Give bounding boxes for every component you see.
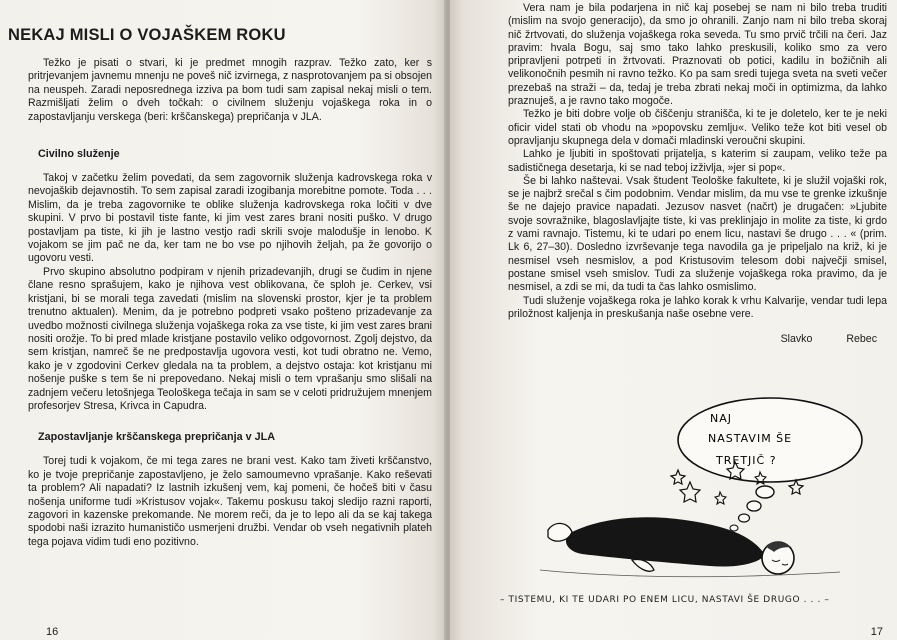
star-icon	[680, 482, 700, 502]
star-icon	[789, 480, 803, 494]
thought-bubble-3	[739, 514, 750, 522]
page-number-right: 17	[870, 626, 883, 638]
lying-figure-hand	[632, 559, 654, 571]
star-icon	[715, 492, 726, 504]
section1-paragraph-1: Takoj v začetku želim povedati, da sem zagovornik služenja kadrovskega roka v nevojaškib dejavnostih. To sem zapisal zaradi izogibanja morebitne pomote. Toda . . . Mislim, da je treba zagovornike te oblike služenja kadrovskega roka ločiti v dve skupini. V prvo bi postavil tiste fante, ki jim vest zares brani nositi puško. V drugo postavljam pa tiste, ki jih je lastno vestjo radi skrili svoje malodušje in lenobo. K vojakom se jim pač ne da, ker tam ne bo vse po njihovih željah, pa že govorijo o ugovoru vesti.	[28, 172, 432, 265]
cartoon-illustration	[520, 392, 880, 622]
article-title: NEKAJ MISLI O VOJAŠKEM ROKU	[8, 26, 286, 44]
author-first-name: Slavko	[780, 333, 813, 346]
thought-bubble-4	[730, 525, 738, 531]
left-body	[8, 57, 432, 549]
right-paragraph-2: Težko je biti dobre volje ob čiščenju stranišča, ki te je doletelo, ker te je neki oficir videl stati ob vhodu na »popovsku zemlju«. Veliko teže kot biti vesel ob opravljanju skupnega dela v domači mladinski veroučni skupini.	[508, 108, 887, 147]
bubble-text-line2: NASTAVIM ŠE	[708, 432, 793, 445]
section-heading-zapostavljanje: Zapostavljanje krščanskega prepričanja v JLA	[38, 431, 276, 444]
section2-paragraph-1: Torej tudi k vojakom, če mi tega zares ne brani vest. Kako tam živeti krščanstvo, ko je tvoje prepričanje zapostavljeno, je želo samoumevno vprašanje. Kako reševati ta problem? Ali napadati? Iz lastnih izkušenj vem, kaj pomeni, če hočeš biti v času nošenja uniforme tudi »Kristusov vojak«. Takemu poskusu takoj sledijo razni raporti, zagovori in kazenske prekomande. Ne morem reči, da je to lepo ali da se kaj takega spodobi naši izrazito humanističo usmerjeni družbi. Vendar ob vseh negativnih plateh tega pojava vidim tudi eno pozitivno.	[28, 455, 432, 548]
right-paragraph-5: Tudi služenje vojaškega roka je lahko korak k vrhu Kalvarije, vendar tudi lepa priložnost kaljenja in preskušanja naše osebne vere.	[508, 294, 887, 320]
star-icon	[671, 470, 685, 484]
section1-paragraph-2: Prvo skupino absolutno podpiram v njenih prizadevanjih, drugi se čudim in njene člane resno sprašujem, kako je njihova vest oblikovana, če sploh je. Cerkev, vsi kristjani, bi se morali tega zavedati (mislim na slovenski prostor, kjer je ta problem trenutno aktualen). Menim, da je potrebno podpreti vsako pošteno prizadevanje za uvedbo možnosti civilnega služenja vojaškega roka za vse tiste, ki jim vest zares brani nositi orožje. To bi pred mlade kristjane postavilo veliko odgovornost. Zgolj dejstvo, da sem kristjan, namreč še ne predpostavlja ugovora vesti, kot tudi obratno ne. Vemo, kako je v zgodovini Cerkev gledala na ta problem, a dejstvo ostaja: kot kristjanu mi nošenje puške s tem še ni prepovedano. Nekaj misli o tem vprašanju smo slišali na zadnjem večeru letošnjega Teološkega tečaja in sam se v celoti pridružujem mnenjem profesorjev Stresa, Krivca in Capudra.	[28, 265, 432, 412]
bubble-text-line1: NAJ	[710, 412, 732, 425]
section-heading-civilno: Civilno služenje	[38, 148, 120, 161]
left-page	[0, 0, 446, 640]
thought-bubble-2	[747, 501, 761, 511]
bubble-text-line3: TRETJIČ ?	[716, 454, 777, 467]
author-last-name: Rebec	[846, 333, 877, 346]
ground-line	[540, 570, 840, 577]
right-paragraph-3: Lahko je ljubiti in spoštovati prijatelja, s katerim si zaupam, veliko teže pa sadističnega desetarja, ki se nad teboj izživlja, »jer si pop«.	[508, 148, 887, 174]
right-paragraph-4: Še bi lahko naštevai. Vsak študent Teološke fakultete, ki je služil vojaški rok, se je najbrž srečal s čim podobnim. Vendar mislim, da mu vse te grenke izkušnje še ne dajejo pravice napadati. Jezusov nasvet (načrt) je drugačen: »Ljubite svoje sovražnike, blagoslavljajte tiste, ki vas preklinjajo in molite za tiste, ki grdo z vami ravnajo. Tistemu, ki te udari po enem licu, nastavi še drugo . . . « (prim. Lk 6, 27–30). Dosledno izvrševanje tega navodila ga je pripeljalo na križ, ki je nesmisel vseh nesmislov, a pod Kristusovim telesom dobi največji smisel, postane smisel vseh smislov. Tudi za služenje vojaškega roka pravimo, da je nesmisel, a zdi se mi, da tudi ta čas lahko osmislimo.	[508, 174, 887, 294]
right-paragraph-1: Vera nam je bila podarjena in nič kaj posebej se nam ni bilo treba truditi (mislim na svojo generacijo), da smo jo ohranili. Zanjo nam ni bilo treba skoraj nič žrtvovati, do služenja vojaškega roka seveda. Tu smo prvič trčili na čeri. Jaz pravim: hvala Bogu, saj smo tako lahko preskusili, koliko smo za vero pripravljeni potrpeti in žrtvovati. Praznovati ob potici, kadilu in božičnih ali velikonočnih pesmih ni ravno težko. Ko pa sam sredi tujega sveta na sveti večer prezebaš na straži – da, tedaj je treba zbrati nekaj moči in optimizma, da lahko praznuješ, a je ravno tako mogoče.	[508, 2, 887, 108]
intro-paragraph: Težko je pisati o stvari, ki je predmet mnogih razprav. Težko zato, ker s pritrjevanjem javnemu mnenju ne poveš nič izvirnega, z nasprotovanjem pa si obsojen na neuspeh. Zaradi neposrednega izziva pa bom tudi sam zapisal nekaj misli o tem. Razmišljati želim o dveh točkah: o civilnem služenju vojaškega roka in o zapostavljanju verskega (beri: krščanskega) prepričanja v JLA.	[28, 57, 432, 123]
cartoon-caption: – TISTEMU, KI TE UDARI PO ENEM LICU, NASTAVI ŠE DRUGO . . . –	[500, 595, 830, 605]
thought-bubble-1	[756, 486, 774, 498]
author-signature	[508, 333, 877, 345]
page-number-left: 16	[46, 626, 59, 638]
